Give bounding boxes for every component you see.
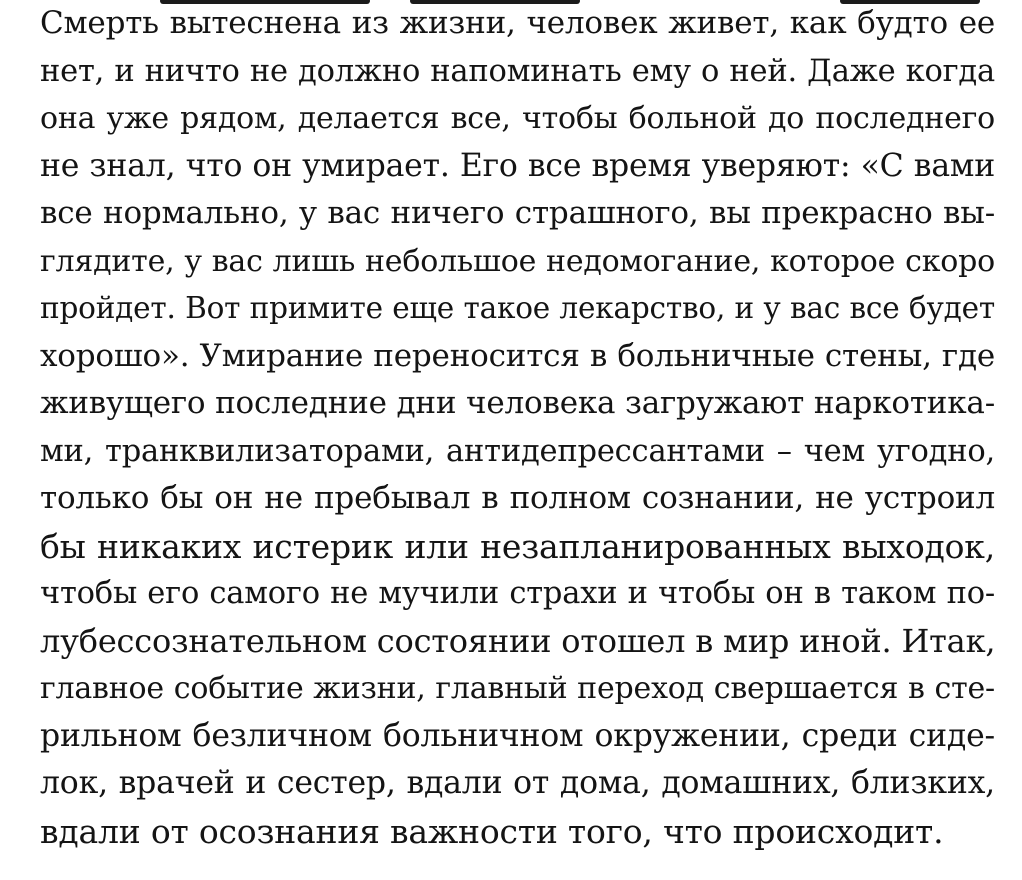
- text-line: нет, и ничто не должно напоминать ему о ней. Даже когда: [40, 53, 995, 89]
- text-line: пройдет. Вот примите еще такое лекарство, и у вас все будет: [40, 291, 995, 325]
- text-line: она уже рядом, делается все, чтобы больной до последнего: [40, 101, 995, 136]
- text-line: все нормально, у вас ничего страшного, вы прекрасно вы-: [40, 195, 995, 231]
- text-line: главное событие жизни, главный переход свершается в сте-: [40, 671, 995, 706]
- text-line: рильном безличном больничном окружении, среди сиде-: [40, 717, 995, 754]
- text-line: бы никаких истерик или незапланированных выходок,: [40, 526, 995, 566]
- text-line: вдали от осознания важности того, что происходит.: [40, 811, 944, 851]
- text-line: не знал, что он умирает. Его все время уверяют: «С вами: [40, 147, 995, 184]
- text-line: живущего последние дни человека загружают наркотика-: [40, 385, 995, 421]
- text-line: Смерть вытеснена из жизни, человек живет, как будто ее: [40, 5, 995, 41]
- paragraph: [40, 0, 995, 855]
- text-line: ми, транквилизаторами, антидепрессантами – чем угодно,: [40, 433, 995, 469]
- text-line: лок, врачей и сестер, вдали от дома, домашних, близких,: [40, 765, 995, 801]
- text-line: чтобы его самого не мучили страхи и чтобы он в таком по-: [40, 576, 995, 611]
- text-line: хорошо». Умирание переносится в больничные стены, где: [40, 337, 995, 374]
- text-line: только бы он не пребывал в полном сознании, не устроил: [40, 480, 995, 516]
- text-line: лубессознательном состоянии отошел в мир иной. Итак,: [40, 621, 996, 660]
- text-line: глядите, у вас лишь небольшое недомогание, которое скоро: [40, 243, 995, 279]
